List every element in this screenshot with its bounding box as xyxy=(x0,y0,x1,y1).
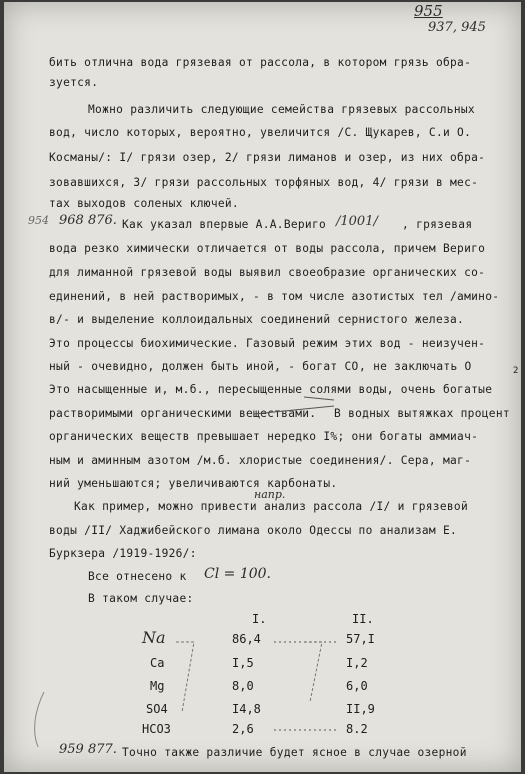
text-line: В таком случае: xyxy=(88,592,194,605)
text-line: единений, в ней растворимых, - в том числе азотистых тел /амино- xyxy=(49,290,500,303)
text-line: для лиманной грязевой воды выявил своеобразие органических со- xyxy=(49,266,486,279)
table-row-label: HCO3 xyxy=(142,722,171,736)
margin-mark-bottom: 959 877. xyxy=(59,742,117,757)
text-line: вод, число которых, вероятно, увеличится /С. Щукарев, С.и О. xyxy=(49,126,472,139)
table-cell: 8,0 xyxy=(232,679,254,693)
page-number-alt: 937, 945 xyxy=(428,20,486,35)
text-line: Косманы/: I/ грязи озер, 2/ грязи лиманов и озер, из них обра- xyxy=(49,151,486,164)
table-row-label: Mg xyxy=(150,679,165,693)
document-page xyxy=(4,2,521,772)
text-line: ный - очевидно, должен быть иной, - богат СО xyxy=(49,360,359,373)
text-line: Точно также различие будет ясное в случае озерной xyxy=(122,746,467,759)
table-header-i: I. xyxy=(252,612,267,626)
margin-mark: 954 xyxy=(28,214,49,227)
text-line: Буркзера /1919-1926/: xyxy=(49,547,197,560)
handwritten-insertion: напр. xyxy=(254,488,286,501)
text-fragment: , грязевая xyxy=(402,218,473,231)
table-cell: I4,8 xyxy=(232,702,261,716)
table-row-label: Na xyxy=(142,628,166,647)
text-line: бить отлична вода грязевая от рассола, в котором грязь обра- xyxy=(49,56,472,69)
text-line: ний уменьшаются; увеличиваются карбонаты. xyxy=(49,477,338,490)
text-line: воды /II/ Хаджибейского лимана около Одессы по анализам Е. xyxy=(49,524,458,537)
text-line: органических веществ превышает нередко I%; они богаты аммиач- xyxy=(49,430,479,443)
text-line: Это процессы биохимические. Газовый режим этих вод - неизучен- xyxy=(49,337,486,350)
text-line: в/- и выделение коллоидальных соединений сернистого железа. xyxy=(49,313,465,326)
text-line: Как пример, можно привести анализ рассола /I/ и грязевой xyxy=(74,500,468,513)
text-line: Это насыщенные и, м.б., пересыщенные солями воды, очень богатые xyxy=(49,383,493,396)
page-number-main: 955 xyxy=(414,2,443,20)
table-cell: I,5 xyxy=(232,656,254,670)
verigo-reference: /1001/ xyxy=(336,214,378,229)
text-line: ным и аминным азотом /м.б. хлористые соединения/. Сера, маг- xyxy=(49,454,472,467)
table-cell: 57,I xyxy=(346,632,375,646)
table-header-ii: II. xyxy=(352,612,374,626)
table-row-label: SO4 xyxy=(146,702,168,716)
text-line: Все отнесено к xyxy=(88,570,187,583)
text-line: растворимыми органическими веществами. xyxy=(49,407,317,420)
text-fragment: В водных вытяжках процент xyxy=(334,407,510,420)
table-cell: II,9 xyxy=(346,702,375,716)
text-line: зуется. xyxy=(49,76,99,89)
margin-mark-alt: 968 876. xyxy=(59,213,117,228)
subscript: 2 xyxy=(513,366,519,376)
table-pencil-marks xyxy=(4,2,521,772)
table-row-label: Ca xyxy=(150,656,165,670)
table-cell: 6,0 xyxy=(346,679,368,693)
text-line: Можно различить следующие семейства грязевых рассольных xyxy=(88,103,475,116)
text-line: Как указал впервые А.А.Вериго xyxy=(122,218,327,231)
text-line: вода резко химически отличается от воды рассола, причем Вериго xyxy=(49,242,486,255)
text-line: тах выходов соленых ключей. xyxy=(49,197,239,210)
table-cell: 8.2 xyxy=(346,722,368,736)
text-fragment: , не заключать O xyxy=(359,360,472,373)
table-cell: 2,6 xyxy=(232,722,254,736)
table-cell: I,2 xyxy=(346,656,368,670)
table-cell: 86,4 xyxy=(232,632,261,646)
cl-equation: Cl = 100. xyxy=(204,566,271,582)
text-line: зовавшихся, 3/ грязи рассольных торфяных вод, 4/ грязи в мес- xyxy=(49,176,479,189)
